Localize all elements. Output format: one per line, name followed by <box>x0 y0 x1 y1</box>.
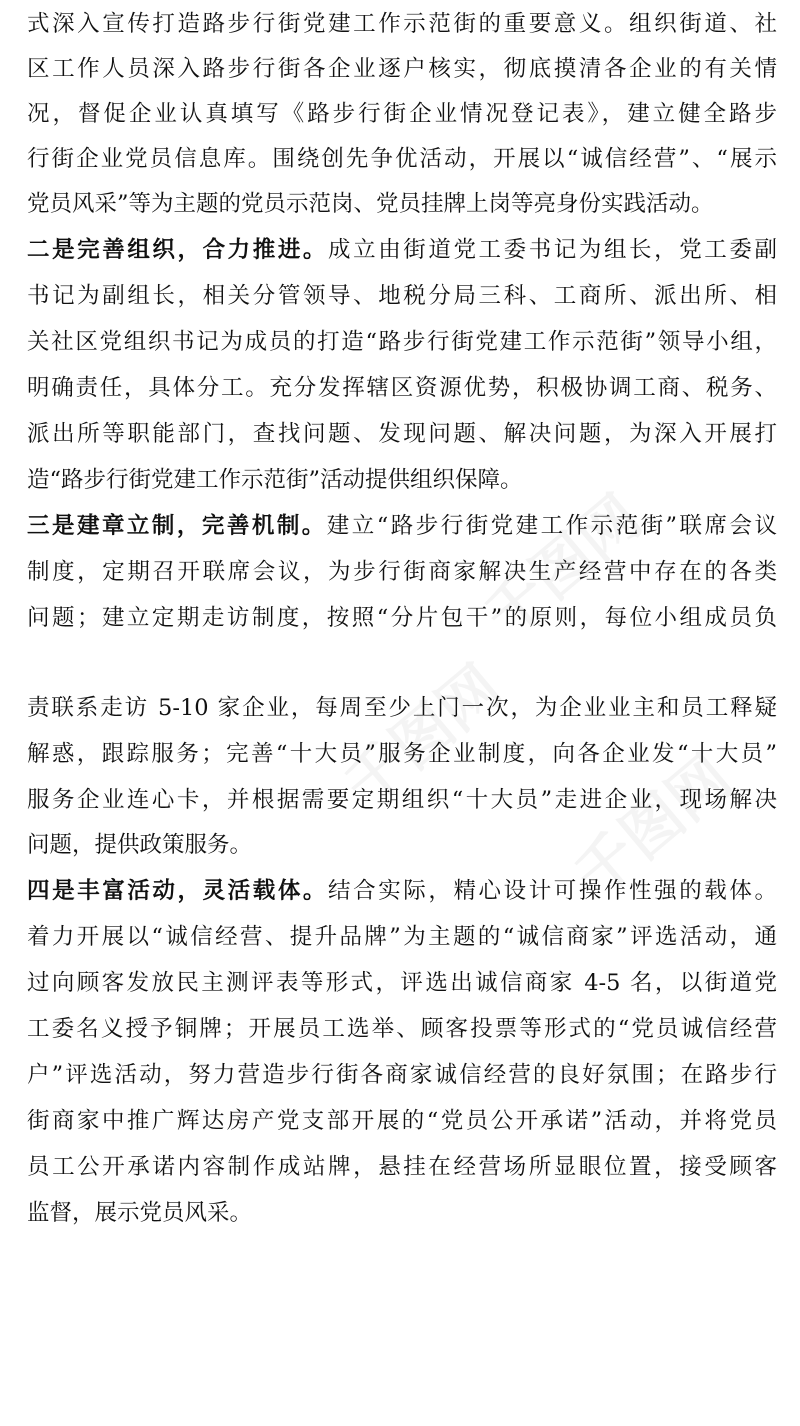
paragraph-line: 党员风采”等为主题的党员示范岗、党员挂牌上岗等亮身份实践活动。 <box>27 191 714 217</box>
paragraph-line: 派出所等职能部门，查找问题、发现问题、解决问题，为深入开展打 <box>27 421 777 447</box>
section-heading: 三是建章立制，完善机制。 <box>27 513 327 539</box>
paragraph-line: 过向顾客发放民主测评表等形式，评选出诚信商家 4-5 名，以街道党 <box>27 970 777 996</box>
paragraph-line: 明确责任，具体分工。充分发挥辖区资源优势，积极协调工商、税务、 <box>27 375 777 401</box>
section-first-line <box>27 875 777 907</box>
paragraph-line: 服务企业连心卡，并根据需要定期组织“十大员”走进企业，现场解决 <box>27 787 777 813</box>
paragraph-line: 责联系走访 5-10 家企业，每周至少上门一次，为企业业主和员工释疑 <box>27 695 777 721</box>
paragraph-line: 区工作人员深入路步行街各企业逐户核实，彻底摸清各企业的有关情 <box>27 56 777 82</box>
paragraph-line: 书记为副组长，相关分管领导、地税分局三科、工商所、派出所、相 <box>27 283 777 309</box>
section-first-line <box>27 234 777 266</box>
paragraph-line: 行街企业党员信息库。围绕创先争优活动，开展以“诚信经营”、“展示 <box>27 146 777 172</box>
paragraph-line: 户”评选活动，努力营造步行街各商家诚信经营的良好氛围；在路步行 <box>27 1062 777 1088</box>
paragraph-line: 监督，展示党员风采。 <box>27 1200 253 1226</box>
paragraph-line: 员工公开承诺内容制作成站牌，悬挂在经营场所显眼位置，接受顾客 <box>27 1154 777 1180</box>
section-first-line <box>27 510 777 542</box>
section-text: 成立由街道党工委书记为组长，党工委副 <box>328 237 777 263</box>
paragraph-line: 解惑，跟踪服务；完善“十大员”服务企业制度，向各企业发“十大员” <box>27 741 777 767</box>
paragraph-line: 街商家中推广辉达房产党支部开展的“党员公开承诺”活动，并将党员 <box>27 1108 777 1134</box>
paragraph-line: 制度，定期召开联席会议，为步行街商家解决生产经营中存在的各类 <box>27 559 777 585</box>
paragraph-line: 关社区党组织书记为成员的打造“路步行街党建工作示范街”领导小组， <box>27 329 777 355</box>
section-heading: 四是丰富活动，灵活载体。 <box>27 878 329 904</box>
section-text: 建立“路步行街党建工作示范街”联席会议 <box>326 513 777 539</box>
section-heading: 二是完善组织，合力推进。 <box>27 237 329 263</box>
paragraph-line: 工委名义授予铜牌；开展员工选举、顾客投票等形式的“党员诚信经营 <box>27 1016 777 1042</box>
section-text: 结合实际，精心设计可操作性强的载体。 <box>328 878 777 904</box>
paragraph-line: 造“路步行街党建工作示范街”活动提供组织保障。 <box>27 467 523 493</box>
paragraph-line: 况，督促企业认真填写《路步行街企业情况登记表》，建立健全路步 <box>27 101 777 127</box>
paragraph-line: 式深入宣传打造路步行街党建工作示范街的重要意义。组织街道、社 <box>27 11 777 37</box>
paragraph-line: 着力开展以“诚信经营、提升品牌”为主题的“诚信商家”评选活动，通 <box>27 924 777 950</box>
paragraph-line: 问题，提供政策服务。 <box>27 832 253 858</box>
paragraph-line: 问题；建立定期走访制度，按照“分片包干”的原则，每位小组成员负 <box>27 605 777 631</box>
